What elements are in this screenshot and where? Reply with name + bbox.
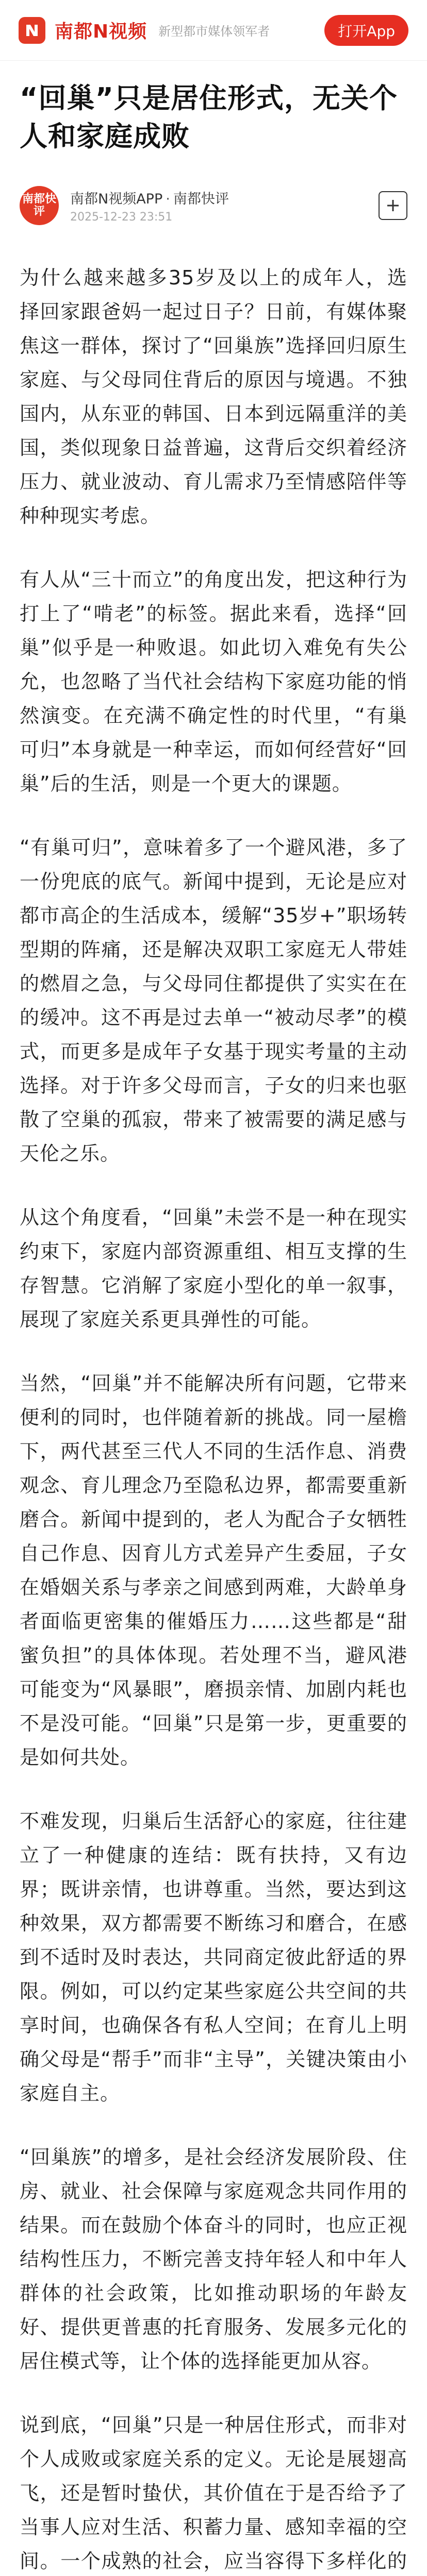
author-row	[20, 182, 407, 229]
article-body	[20, 261, 407, 2576]
author-source[interactable]: 南都N视频APP	[70, 191, 163, 207]
article-paragraph: “有巢可归”，意味着多了一个避风港，多了一份兜底的底气。新闻中提到，无论是应对都市高企的生活成本，缓解“35岁+”职场转型期的阵痛，还是解决双职工家庭无人带娃的燃眉之急，与父母同住都提供了实实在在的缓冲。这不再是过去单一“被动尽孝”的模式，而更多是成年子女基于现实考量的主动选择。对于许多父母而言，子女的归来也驱散了空巢的孤寂，带来了被需要的满足感与天伦之乐。	[20, 836, 407, 1165]
author-line	[70, 188, 229, 208]
open-app-button[interactable]: 打开App	[324, 15, 408, 46]
plus-icon	[386, 199, 400, 212]
author-separator: ·	[166, 191, 170, 207]
follow-button[interactable]	[379, 191, 407, 220]
article-paragraph: 说到底，“回巢”只是一种居住形式，而非对个人成败或家庭关系的定义。无论是展翅高飞，还是暂时蛰伏，其价值在于是否给予了当事人应对生活、积蓄力量、感知幸福的空间。一个成熟的社会，应当容得下多样化的	[20, 2414, 407, 2572]
article-paragraph: 有人从“三十而立”的角度出发，把这种行为打上了“啃老”的标签。据此来看，选择“回巢”似乎是一种败退。如此切入难免有失公允，也忽略了当代社会结构下家庭功能的悄然演变。在充满不确定性的时代里，“有巢可归”本身就是一种幸运，而如何经营好“回巢”后的生活，则是一个更大的课题。	[20, 568, 407, 795]
app-logo-icon	[19, 17, 45, 44]
publish-time: 2025-12-23 23:51	[70, 211, 173, 224]
author-meta	[70, 188, 229, 224]
article-paragraph: 当然，“回巢”并不能解决所有问题，它带来便利的同时，也伴随着新的挑战。同一屋檐下，两代甚至三代人不同的生活作息、消费观念、育儿理念乃至隐私边界，都需要重新磨合。新闻中提到的，老人为配合子女牺牲自己作息、因育儿方式差异产生委屈，子女在婚姻关系与孝亲之间感到两难，大龄单身者面临更密集的催婚压力……这些都是“甜蜜负担”的具体体现。若处理不当，避风港可能变为“风暴眼”，磨损亲情、加剧内耗也不是没可能。“回巢”只是第一步，更重要的是如何共处。	[20, 1372, 407, 1769]
author-column[interactable]: 南都快评	[173, 191, 229, 207]
article-paragraph: 为什么越来越多35岁及以上的成年人，选择回家跟爸妈一起过日子？日前，有媒体聚焦这一群体，探讨了“回巢族”选择回归原生家庭、与父母同住背后的原因与境遇。不独国内，从东亚的韩国、日本到远隔重洋的美国，类似现象日益普遍，这背后交织着经济压力、就业波动、育儿需求乃至情感陪伴等种种现实考虑。	[20, 266, 407, 527]
app-slogan: 新型都市媒体领军者	[158, 24, 270, 39]
article	[0, 61, 427, 2576]
article-paragraph: 从这个角度看，“回巢”未尝不是一种在现实约束下，家庭内部资源重组、相互支撑的生存智慧。它消解了家庭小型化的单一叙事，展现了家庭关系更具弹性的可能。	[20, 1206, 407, 1331]
article-paragraph: “回巢族”的增多，是社会经济发展阶段、住房、就业、社会保障与家庭观念共同作用的结果。而在鼓励个体奋斗的同时，也应正视结构性压力，不断完善支持年轻人和中年人群体的社会政策，比如推动职场的年龄友好、提供更普惠的托育服务、发展多元化的居住模式等，让个体的选择能更加从容。	[20, 2146, 407, 2372]
app-name: 南都N视频	[55, 21, 147, 42]
top-app-banner	[0, 0, 427, 61]
author-avatar[interactable]: 南都快评	[20, 186, 59, 225]
article-title: “回巢”只是居住形式，无关个人和家庭成败	[20, 82, 398, 152]
article-paragraph: 不难发现，归巢后生活舒心的家庭，往往建立了一种健康的连结：既有扶持，又有边界；既讲亲情，也讲尊重。当然，要达到这种效果，双方都需要不断练习和磨合，在感到不适时及时表达，共同商定彼此舒适的界限。例如，可以约定某些家庭公共空间的共享时间，也确保各有私人空间；在育儿上明确父母是“帮手”而非“主导”，关键决策由小家庭自主。	[20, 1810, 407, 2105]
